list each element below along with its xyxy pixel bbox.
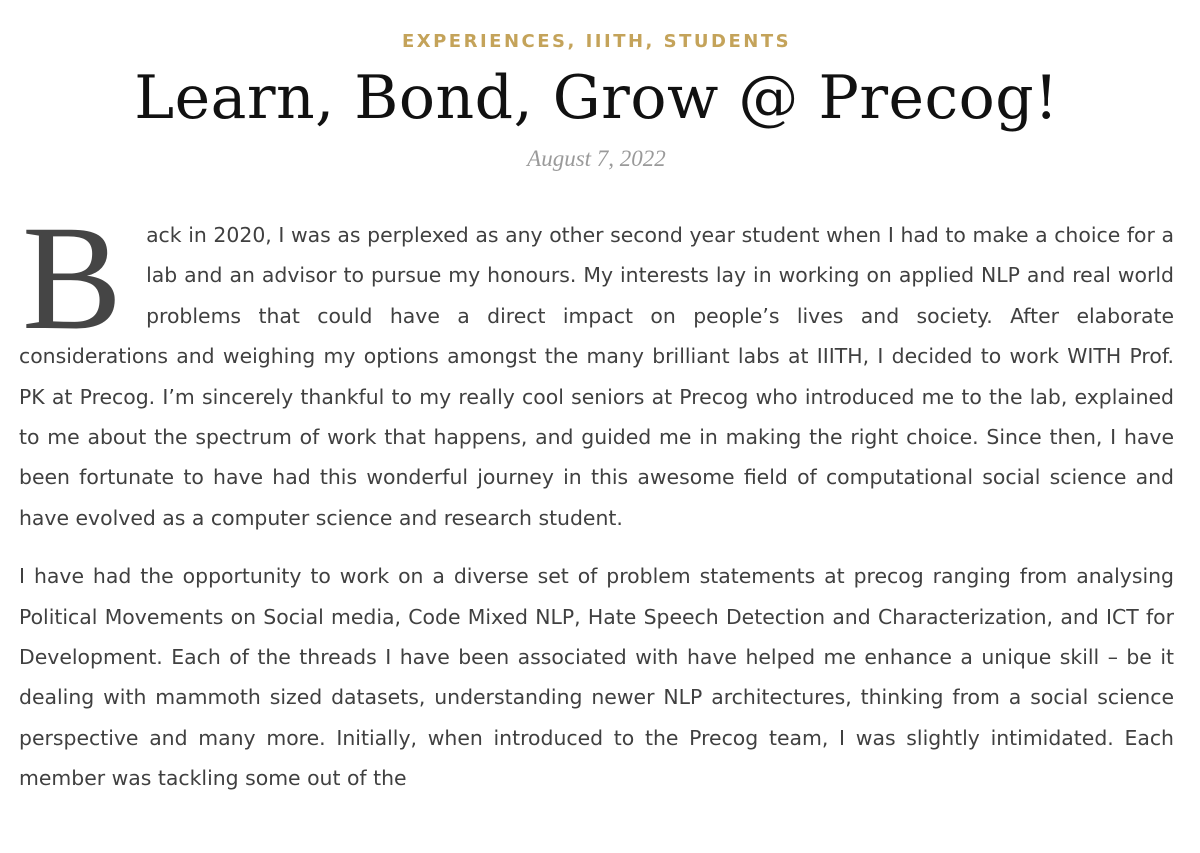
post-header xyxy=(19,0,1174,174)
category-separator: , xyxy=(645,31,664,52)
category-separator: , xyxy=(567,31,586,52)
post-paragraph-1 xyxy=(19,195,1174,538)
paragraph-text: I have had the opportunity to work on a diverse set of problem statements at precog ranging from analysing Political Movements on Social media, Code Mixed NLP, Hate Speech Detection and Characterization, and ICT for Development. Each of the threads I have been associated with have helped me enhance a unique skill – be it dealing with mammoth sized datasets, understanding newer NLP architectures, thinking from a social science perspective and many more. Initially, when introduced to the Precog team, I was slightly intimidated. Each member was tackling some out of the xyxy=(19,564,1174,791)
category-link-iiith[interactable]: IIITH xyxy=(585,31,646,52)
post-title: Learn, Bond, Grow @ Precog! xyxy=(134,63,1059,133)
paragraph-text: ack in 2020, I was as perplexed as any other second year student when I had to make a choice for a lab and an advisor to pursue my honours. My interests lay in working on applied NLP and real world problems that could have a direct impact on people’s lives and society. After elaborate considerations and weighing my options amongst the many brilliant labs at IIITH, I decided to work WITH Prof. PK at Precog. I’m sincerely thankful to my really cool seniors at Precog who introduced me to the lab, explained to me about the spectrum of work that happens, and guided me in making the right choice. Since then, I have been fortunate to have had this wonderful journey in this awesome field of computational social science and have evolved as a computer science and research student. xyxy=(19,223,1174,530)
post-date: August 7, 2022 xyxy=(527,146,666,171)
category-link-students[interactable]: STUDENTS xyxy=(663,31,792,52)
category-link-experiences[interactable]: EXPERIENCES xyxy=(401,31,568,52)
post-body xyxy=(19,195,1174,799)
post-paragraph-2 xyxy=(19,556,1174,798)
post-categories xyxy=(19,0,1174,54)
drop-cap: B xyxy=(22,195,123,361)
